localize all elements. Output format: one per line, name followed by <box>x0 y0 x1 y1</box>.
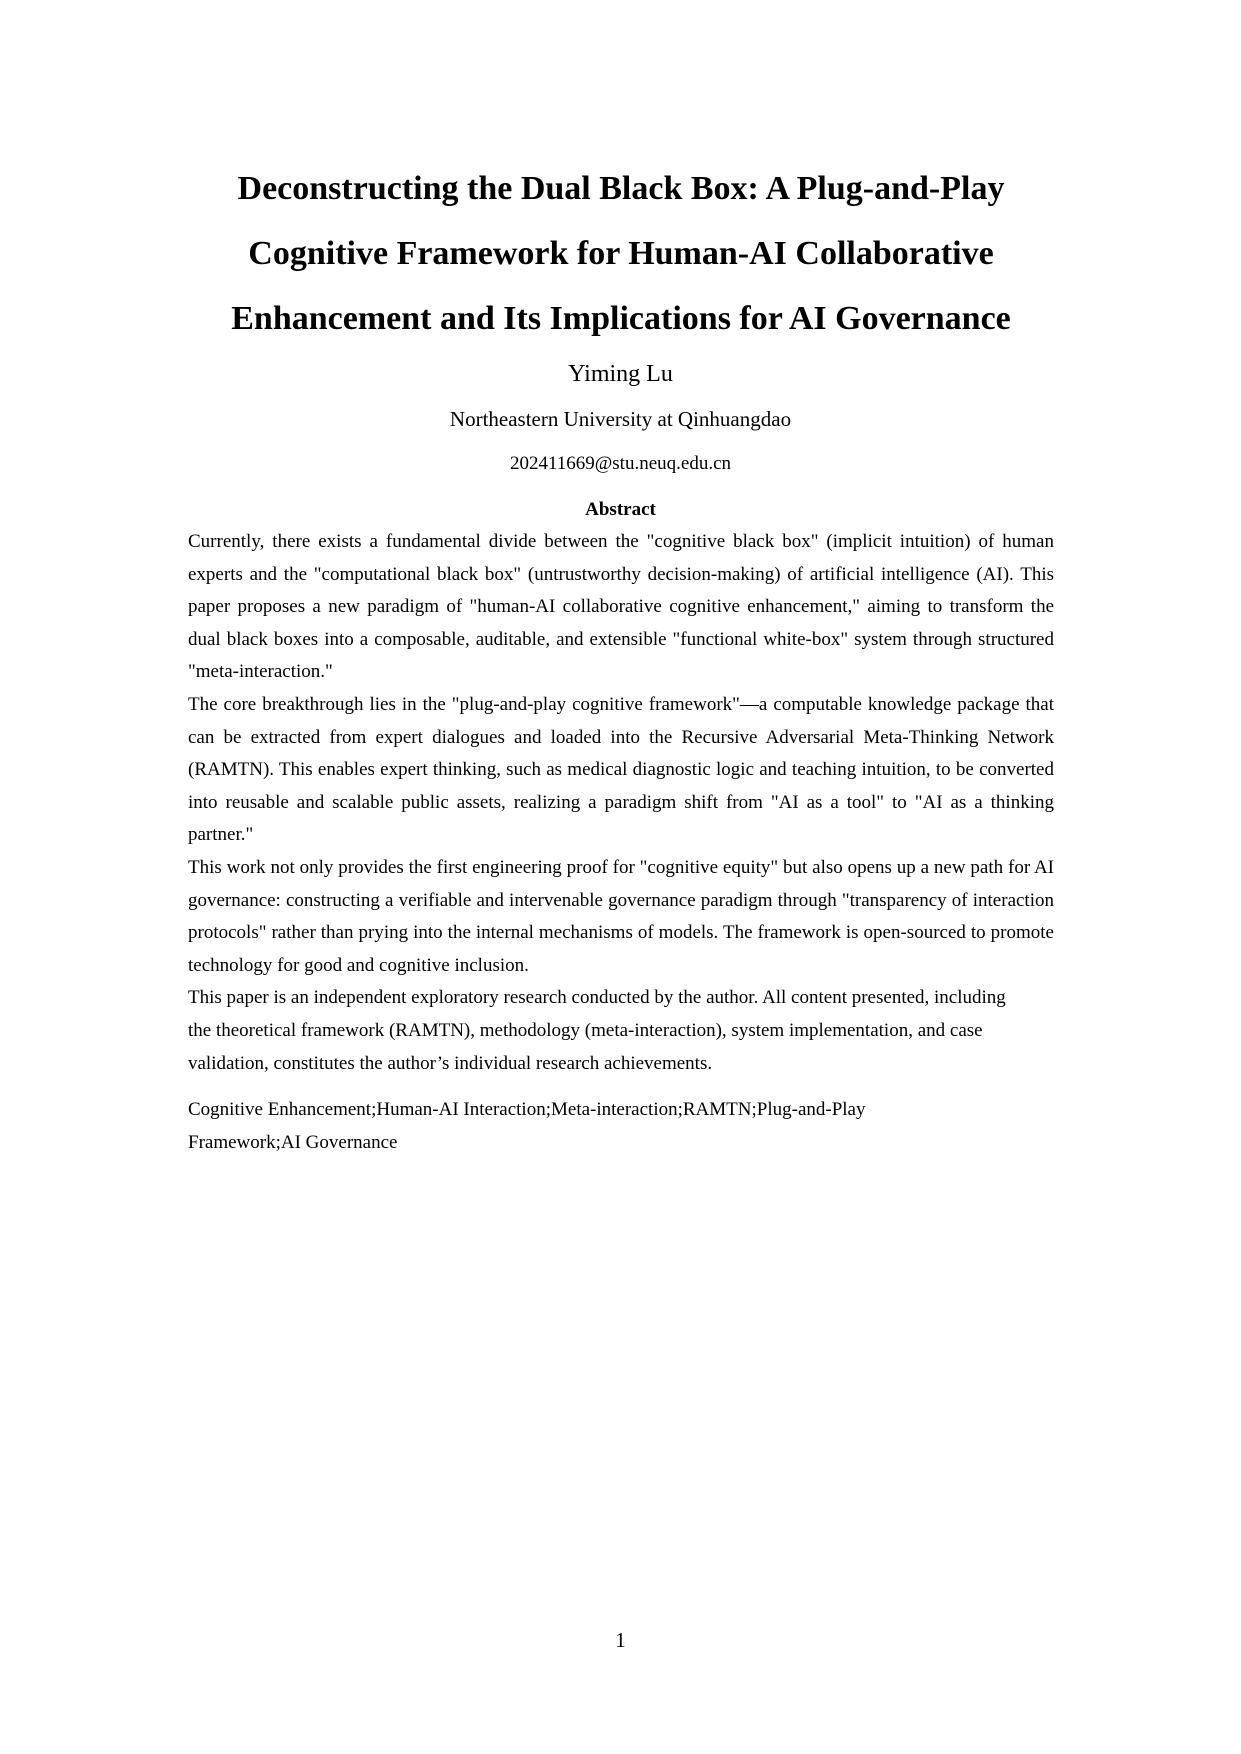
page-number: 1 <box>615 1628 626 1652</box>
abstract-paragraph: The core breakthrough lies in the "plug-and-play cognitive framework"—a computable knowledge package that can be extracted from expert dialogues and loaded into the Recursive Adversarial Meta-Thinking Network (RAMTN). This enables expert thinking, such as medical diagnostic logic and teaching intuition, to be converted into reusable and scalable public assets, realizing a paradigm shift from "AI as a tool" to "AI as a thinking partner." <box>188 693 1054 846</box>
abstract-paragraph: This paper is an independent exploratory research conducted by the author. All content presented, including the theoretical framework (RAMTN), methodology (meta-interaction), system implementation, and case validation, constitutes the author’s individual research achievements. <box>188 987 1006 1074</box>
title-line: Enhancement and Its Implications for AI Governance <box>231 300 1011 337</box>
paper-title <box>186 156 1056 351</box>
abstract-paragraph: This work not only provides the first engineering proof for "cognitive equity" but also opens up a new path for AI governance: constructing a verifiable and intervenable governance paradigm through "transparency of interaction protocols" rather than prying into the internal mechanisms of models. The framework is open-sourced to promote technology for good and cognitive inclusion. <box>188 856 1054 976</box>
author-affiliation: Northeastern University at Qinhuangdao <box>449 407 792 431</box>
title-line: Deconstructing the Dual Black Box: A Plug-and-Play <box>237 170 1005 207</box>
author-email: 202411669@stu.neuq.edu.cn <box>509 453 731 474</box>
abstract-paragraph: Currently, there exists a fundamental divide between the "cognitive black box" (implicit intuition) of human experts and the "computational black box" (untrustworthy decision-making) of artificial intelligence (AI). This paper proposes a new paradigm of "human-AI collaborative cognitive enhancement," aiming to transform the dual black boxes into a composable, auditable, and extensible "functional white-box" system through structured "meta-interaction." <box>188 531 1054 683</box>
abstract-heading: Abstract <box>585 499 656 520</box>
abstract-body <box>188 526 1054 1080</box>
author-name: Yiming Lu <box>568 361 673 387</box>
keywords: Cognitive Enhancement;Human-AI Interaction;Meta-interaction;RAMTN;Plug-and-Play Framework;AI Governance <box>188 1099 866 1153</box>
title-line: Cognitive Framework for Human-AI Collaborative <box>248 235 994 272</box>
